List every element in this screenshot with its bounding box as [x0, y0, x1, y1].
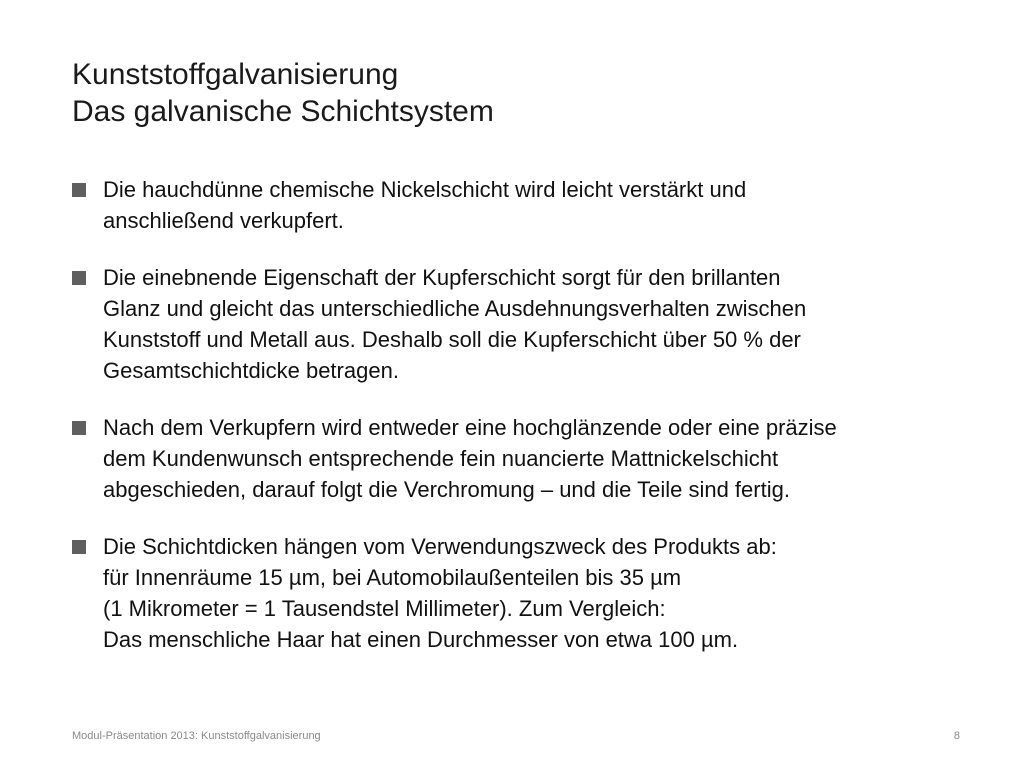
bullet-line: abgeschieden, darauf folgt die Verchromung – und die Teile sind fertig.	[103, 477, 790, 502]
bullet-item-4	[72, 531, 972, 655]
bullet-line: Die Schichtdicken hängen vom Verwendungszweck des Produkts ab:	[103, 534, 777, 559]
square-bullet-icon	[72, 271, 86, 285]
slide-title-line-2: Das galvanische Schichtsystem	[72, 95, 494, 128]
bullet-line: (1 Mikrometer = 1 Tausendstel Millimeter). Zum Vergleich:	[103, 596, 666, 621]
page-number: 8	[953, 730, 960, 742]
square-bullet-icon	[72, 540, 86, 554]
bullet-line: Nach dem Verkupfern wird entweder eine hochglänzende oder eine präzise	[103, 415, 837, 440]
bullet-line: dem Kundenwunsch entsprechende fein nuancierte Mattnickelschicht	[103, 446, 779, 471]
slide-title	[72, 56, 952, 130]
bullet-line: anschließend verkupfert.	[103, 208, 344, 233]
slide-title-line-1: Kunststoffgalvanisierung	[72, 58, 399, 91]
square-bullet-icon	[72, 183, 86, 197]
square-bullet-icon	[72, 421, 86, 435]
bullet-item-3	[72, 412, 972, 505]
bullet-list	[72, 174, 972, 681]
footer-text: Modul-Präsentation 2013: Kunststoffgalvanisierung	[72, 730, 321, 742]
bullet-line: Gesamtschichtdicke betragen.	[103, 358, 399, 383]
bullet-text	[103, 174, 972, 236]
bullet-item-2	[72, 262, 972, 386]
bullet-text	[103, 262, 972, 386]
bullet-line: Das menschliche Haar hat einen Durchmesser von etwa 100 µm.	[103, 627, 739, 652]
bullet-line: Glanz und gleicht das unterschiedliche Ausdehnungsverhalten zwischen	[103, 296, 807, 321]
bullet-item-1	[72, 174, 972, 236]
bullet-line: Die hauchdünne chemische Nickelschicht wird leicht verstärkt und	[103, 177, 747, 202]
bullet-line: Kunststoff und Metall aus. Deshalb soll die Kupferschicht über 50 % der	[103, 327, 801, 352]
bullet-text	[103, 412, 972, 505]
bullet-text	[103, 531, 972, 655]
bullet-line: für Innenräume 15 µm, bei Automobilaußenteilen bis 35 µm	[103, 565, 682, 590]
bullet-line: Die einebnende Eigenschaft der Kupferschicht sorgt für den brillanten	[103, 265, 781, 290]
